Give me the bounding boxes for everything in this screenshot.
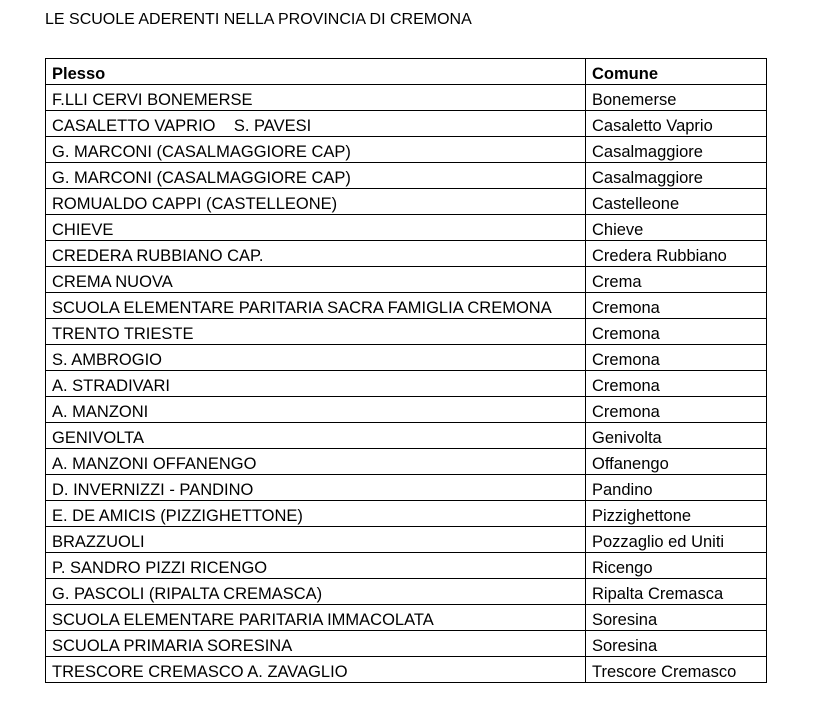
cell-plesso: A. MANZONI	[46, 397, 586, 423]
cell-plesso: SCUOLA PRIMARIA SORESINA	[46, 631, 586, 657]
cell-plesso: E. DE AMICIS (PIZZIGHETTONE)	[46, 501, 586, 527]
cell-plesso: SCUOLA ELEMENTARE PARITARIA SACRA FAMIGLIA CREMONA	[46, 293, 586, 319]
cell-comune: Bonemerse	[586, 85, 767, 111]
cell-comune: Chieve	[586, 215, 767, 241]
cell-plesso: G. MARCONI (CASALMAGGIORE CAP)	[46, 163, 586, 189]
table-row	[46, 345, 767, 371]
cell-plesso: CREDERA RUBBIANO CAP.	[46, 241, 586, 267]
cell-plesso: A. MANZONI OFFANENGO	[46, 449, 586, 475]
cell-plesso: G. PASCOLI (RIPALTA CREMASCA)	[46, 579, 586, 605]
cell-plesso: P. SANDRO PIZZI RICENGO	[46, 553, 586, 579]
cell-plesso: F.LLI CERVI BONEMERSE	[46, 85, 586, 111]
cell-plesso: S. AMBROGIO	[46, 345, 586, 371]
cell-comune: Genivolta	[586, 423, 767, 449]
document-title: LE SCUOLE ADERENTI NELLA PROVINCIA DI CREMONA	[45, 11, 472, 28]
cell-plesso: G. MARCONI (CASALMAGGIORE CAP)	[46, 137, 586, 163]
cell-comune: Trescore Cremasco	[586, 657, 767, 683]
cell-plesso: ROMUALDO CAPPI (CASTELLEONE)	[46, 189, 586, 215]
cell-comune: Pizzighettone	[586, 501, 767, 527]
cell-plesso: SCUOLA ELEMENTARE PARITARIA IMMACOLATA	[46, 605, 586, 631]
schools-table	[45, 58, 767, 683]
cell-comune: Soresina	[586, 605, 767, 631]
cell-plesso: BRAZZUOLI	[46, 527, 586, 553]
table-row	[46, 85, 767, 111]
cell-comune: Casalmaggiore	[586, 137, 767, 163]
cell-comune: Crema	[586, 267, 767, 293]
cell-plesso: A. STRADIVARI	[46, 371, 586, 397]
table-row	[46, 631, 767, 657]
header-comune: Comune	[586, 59, 767, 85]
cell-plesso: CREMA NUOVA	[46, 267, 586, 293]
cell-plesso: TRESCORE CREMASCO A. ZAVAGLIO	[46, 657, 586, 683]
table-row	[46, 553, 767, 579]
table-row	[46, 163, 767, 189]
table-row	[46, 189, 767, 215]
table-row	[46, 475, 767, 501]
cell-plesso: TRENTO TRIESTE	[46, 319, 586, 345]
cell-comune: Pandino	[586, 475, 767, 501]
table-row	[46, 449, 767, 475]
cell-comune: Credera Rubbiano	[586, 241, 767, 267]
table-row	[46, 657, 767, 683]
header-plesso: Plesso	[46, 59, 586, 85]
cell-comune: Cremona	[586, 345, 767, 371]
table-row	[46, 501, 767, 527]
table-row	[46, 527, 767, 553]
cell-comune: Castelleone	[586, 189, 767, 215]
table-body	[46, 85, 767, 683]
cell-comune: Cremona	[586, 397, 767, 423]
table-row	[46, 111, 767, 137]
cell-plesso: D. INVERNIZZI - PANDINO	[46, 475, 586, 501]
cell-comune: Casalmaggiore	[586, 163, 767, 189]
cell-comune: Casaletto Vaprio	[586, 111, 767, 137]
cell-comune: Offanengo	[586, 449, 767, 475]
cell-comune: Ripalta Cremasca	[586, 579, 767, 605]
cell-comune: Soresina	[586, 631, 767, 657]
table-row	[46, 137, 767, 163]
cell-comune: Ricengo	[586, 553, 767, 579]
cell-plesso: CASALETTO VAPRIO S. PAVESI	[46, 111, 586, 137]
cell-comune: Cremona	[586, 293, 767, 319]
table-row	[46, 605, 767, 631]
cell-comune: Pozzaglio ed Uniti	[586, 527, 767, 553]
table-row	[46, 215, 767, 241]
table-row	[46, 579, 767, 605]
cell-plesso: GENIVOLTA	[46, 423, 586, 449]
table-row	[46, 267, 767, 293]
table-row	[46, 371, 767, 397]
table-header-row	[46, 59, 767, 85]
cell-comune: Cremona	[586, 371, 767, 397]
table-row	[46, 423, 767, 449]
table-row	[46, 397, 767, 423]
cell-comune: Cremona	[586, 319, 767, 345]
table-row	[46, 241, 767, 267]
cell-plesso: CHIEVE	[46, 215, 586, 241]
table-row	[46, 319, 767, 345]
table-row	[46, 293, 767, 319]
